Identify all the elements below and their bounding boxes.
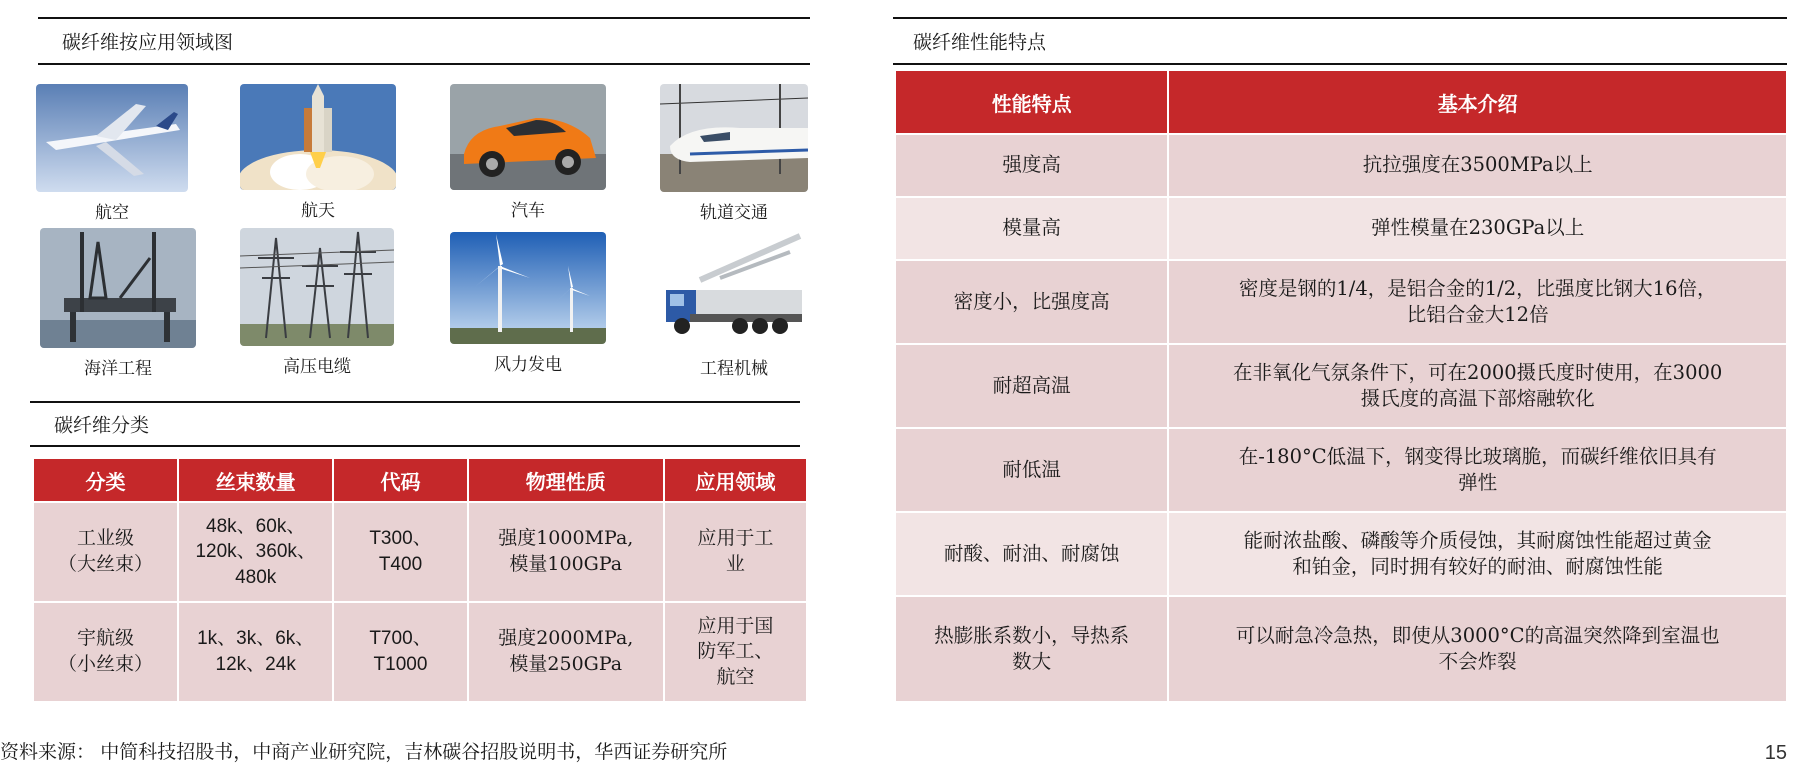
pump-truck-image — [660, 230, 808, 348]
thumb-rail — [660, 84, 808, 223]
table-cell: 强度1000MPa, 模量100GPa — [469, 503, 663, 601]
rocket-image — [240, 84, 396, 190]
automobile-label: 汽车 — [511, 201, 545, 220]
applications-title: 碳纤维按应用领域图 — [62, 31, 234, 54]
table-row — [34, 503, 806, 601]
table-cell: 1k、3k、6k、 12k、24k — [179, 603, 332, 701]
table-cell: 48k、60k、 120k、360k、 480k — [179, 503, 332, 601]
performance-header-row — [896, 71, 1786, 133]
table-row — [34, 603, 806, 701]
train-image — [660, 84, 808, 192]
col-header: 物理性质 — [469, 459, 663, 501]
classification-section-header — [30, 401, 800, 447]
thumb-machinery — [660, 230, 808, 379]
thumb-automobile — [450, 84, 606, 221]
description-cell: 弹性模量在230GPa以上 — [1169, 198, 1786, 259]
col-header: 代码 — [334, 459, 466, 501]
feature-cell: 密度小，比强度高 — [896, 261, 1167, 343]
table-cell: 工业级 （大丝束） — [34, 503, 177, 601]
table-row — [896, 513, 1786, 595]
table-row — [896, 135, 1786, 196]
description-cell: 在非氧化气氛条件下，可在2000摄氏度时使用，在3000 摄氏度的高温下部熔融软化 — [1169, 345, 1786, 427]
power-tower-image — [240, 228, 394, 346]
oil-platform-image — [40, 228, 196, 348]
table-cell: 强度2000MPa, 模量250GPa — [469, 603, 663, 701]
description-cell: 能耐浓盐酸、磷酸等介质侵蚀，其耐腐蚀性能超过黄金 和铂金，同时拥有较好的耐油、耐腐蚀性能 — [1169, 513, 1786, 595]
description-cell: 在-180°C低温下，钢变得比玻璃脆，而碳纤维依旧具有 弹性 — [1169, 429, 1786, 511]
car-image — [450, 84, 606, 190]
table-row — [896, 429, 1786, 511]
feature-cell: 模量高 — [896, 198, 1167, 259]
thumb-wind — [450, 232, 606, 375]
classification-table — [32, 457, 808, 703]
source-note: 资料来源： 中简科技招股书，中商产业研究院，吉林碳谷招股说明书，华西证券研究所 — [0, 742, 728, 763]
feature-cell: 耐酸、耐油、耐腐蚀 — [896, 513, 1167, 595]
machinery-label: 工程机械 — [700, 359, 768, 378]
col-header: 性能特点 — [896, 71, 1167, 133]
marine-label: 海洋工程 — [84, 359, 152, 378]
feature-cell: 强度高 — [896, 135, 1167, 196]
applications-section-header — [38, 17, 810, 65]
rail-label: 轨道交通 — [700, 203, 768, 222]
table-row — [896, 345, 1786, 427]
thumb-aerospace — [240, 84, 396, 221]
power-cable-label: 高压电缆 — [283, 357, 351, 376]
performance-section-header — [893, 17, 1787, 65]
wind-label: 风力发电 — [494, 355, 562, 374]
table-row — [896, 597, 1786, 701]
table-cell: T300、 T400 — [334, 503, 466, 601]
page-number: 15 — [1764, 742, 1787, 764]
col-header: 应用领域 — [665, 459, 806, 501]
aviation-label: 航空 — [95, 203, 129, 222]
feature-cell: 热膨胀系数小，导热系 数大 — [896, 597, 1167, 701]
table-cell: 应用于工 业 — [665, 503, 806, 601]
feature-cell: 耐超高温 — [896, 345, 1167, 427]
classification-header-row — [34, 459, 806, 501]
col-header: 基本介绍 — [1169, 71, 1786, 133]
description-cell: 抗拉强度在3500MPa以上 — [1169, 135, 1786, 196]
feature-cell: 耐低温 — [896, 429, 1167, 511]
airplane-image — [36, 84, 188, 192]
table-row — [896, 198, 1786, 259]
classification-title: 碳纤维分类 — [54, 414, 150, 437]
thumb-power-cable — [240, 228, 394, 377]
col-header: 分类 — [34, 459, 177, 501]
performance-table — [894, 69, 1788, 703]
table-cell: T700、 T1000 — [334, 603, 466, 701]
table-cell: 应用于国 防军工、 航空 — [665, 603, 806, 701]
table-cell: 宇航级 （小丝束） — [34, 603, 177, 701]
aerospace-label: 航天 — [301, 201, 335, 220]
wind-turbine-image — [450, 232, 606, 344]
table-row — [896, 261, 1786, 343]
description-cell: 密度是钢的1/4，是铝合金的1/2，比强度比钢大16倍， 比铝合金大12倍 — [1169, 261, 1786, 343]
performance-title: 碳纤维性能特点 — [913, 31, 1047, 54]
col-header: 丝束数量 — [179, 459, 332, 501]
thumb-marine — [40, 228, 196, 379]
thumb-aviation — [36, 84, 188, 223]
description-cell: 可以耐急冷急热，即使从3000°C的高温突然降到室温也 不会炸裂 — [1169, 597, 1786, 701]
